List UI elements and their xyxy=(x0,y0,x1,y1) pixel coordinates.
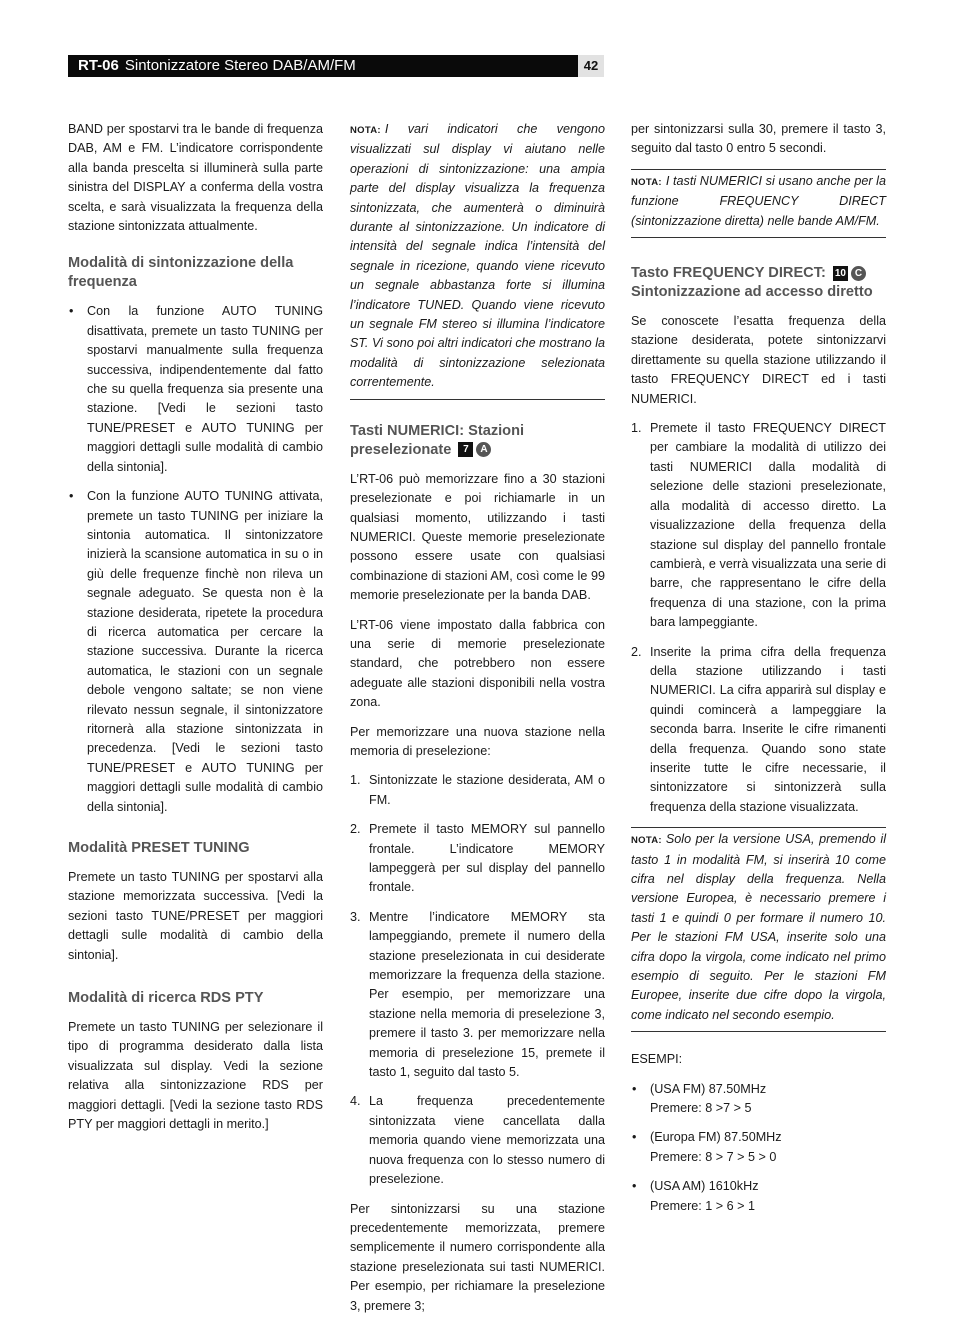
step-number: 4. xyxy=(350,1094,361,1109)
list-item xyxy=(68,487,323,817)
example-line-2: Premere: 1 > 6 > 1 xyxy=(650,1198,756,1213)
page-number: 42 xyxy=(578,55,604,77)
step-number: 2. xyxy=(350,822,361,837)
heading-rds-pty: Modalità di ricerca RDS PTY xyxy=(68,990,264,1007)
ref-box-icon: 7 xyxy=(458,442,473,457)
freq-paragraph-1: Se conoscete l’esatta frequenza della stazione desiderata, potete sintonizzarvi direttamente su quella stazione utilizzando il tasto FREQUENCY DIRECT ed i tasti NUMERICI. xyxy=(631,314,886,406)
list-item xyxy=(631,1080,886,1119)
tuning-bullet-list xyxy=(68,302,323,817)
intro-paragraph: BAND per spostarvi tra le bande di frequenza DAB, AM e FM. L’indicatore corrispondente alla banda prescelta si illuminerà sulla parte sinistra del DISPLAY a conferma della vostra scelta, e sarà visualizzata la frequenza della stazione sintonizzata attualmente. xyxy=(68,122,323,234)
note-text xyxy=(631,172,886,231)
numeric-paragraph-1: L’RT-06 può memorizzare fino a 30 stazioni preselezionate e poi richiamarle in un qualsiasi momento, utilizzando i tasti NUMERICI. Queste memorie preselezionate possono essere usate con qualsiasi combinazione di stazioni AM, così come le 99 memorie preselezionate per la banda DAB. xyxy=(350,471,605,603)
heading-tuning-mode: Modalità di sintonizzazione della frequenza xyxy=(68,255,294,291)
bullet-icon: • xyxy=(69,489,74,504)
continued-paragraph: per sintonizzarsi sulla 30, premere il tasto 3, seguito dal tasto 0 entro 5 secondi. xyxy=(631,122,886,156)
list-item xyxy=(631,643,886,818)
list-item xyxy=(350,771,605,810)
note-tag: NOTA: xyxy=(631,835,662,847)
heading-frequency-direct xyxy=(631,264,886,302)
list-item xyxy=(350,1092,605,1189)
step-text: Mentre l’indicatore MEMORY sta lampeggiando, premete il numero della stazione preselezionata in cui desiderate memorizzare la frequenza della stazione. Per esempio, per memorizzare una stazione nella memoria di preselezione 3, premere il tasto 3. per memorizzare nella memoria di preselezione 15, premete il tasto 1, seguito dal tasto 5. xyxy=(369,909,605,1080)
freq-steps-list xyxy=(631,419,886,817)
note-text xyxy=(631,830,886,1025)
memory-steps-list xyxy=(350,771,605,1189)
example-line-2: Premere: 8 >7 > 5 xyxy=(650,1101,752,1116)
example-line-1: (USA FM) 87.50MHz xyxy=(650,1081,767,1096)
list-item xyxy=(631,1177,886,1216)
step-number: 1. xyxy=(350,773,361,788)
note-box xyxy=(631,827,886,1032)
list-item xyxy=(631,419,886,632)
note-tag: NOTA: xyxy=(350,125,381,136)
bullet-text: Con la funzione AUTO TUNING disattivata, premete un tasto TUNING per spostarvi manualmente sulla frequenza successiva, indipendentemente dal fatto che su quella frequenza sia presente una stazione. [Vedi le sezioni tasto TUNE/PRESET e AUTO TUNING per maggiori dettagli sulle modalità di cambio della sintonia]. xyxy=(87,304,323,474)
preset-paragraph: Premete un tasto TUNING per spostarvi alla stazione memorizzata successiva. [Vedi la sezioni tasto TUNE/PRESET per maggiori dettagli sulle modalità di cambio della sintonia]. xyxy=(68,870,323,962)
note-body: I vari indicatori che vengono visualizzati sul display vi aiutano nelle operazioni di sintonizzazione: una ampia parte del display visualizza la frequenza sintonizzata, che aumenterà o diminuirà durante al sintonizzazione. Un indicatore di intensità del segnale indica l’intensità del segnale in ricezione, quando viene ricevuto un segnale abbastanza forte si illumina l’indicatore TUNED. Quando viene ricevuto un segnale FM stereo si illumina l’indicatore ST. Vi sono poi altri indicatori che mostrano la modalità di sintonizzazione selezionata correntemente. xyxy=(350,122,605,390)
examples-list xyxy=(631,1080,886,1216)
bullet-icon: • xyxy=(632,1130,637,1145)
heading-numeric-keys xyxy=(350,422,605,460)
heading-text: Tasti NUMERICI: Stazioni preselezionate xyxy=(350,422,525,458)
bullet-icon: • xyxy=(632,1081,637,1096)
example-line-1: (Europa FM) 87.50MHz xyxy=(650,1130,782,1145)
example-line-2: Premere: 8 > 7 > 5 > 0 xyxy=(650,1149,777,1164)
rds-paragraph: Premete un tasto TUNING per selezionare il tipo di programma desiderato dalla lista visualizzata sul display. Vedi la sezione relativa alla sintonizzazione RDS per maggiori dettagli. [Vedi la sezione tasto RDS PTY per maggiori dettagli in merito.] xyxy=(68,1020,323,1132)
list-item xyxy=(68,302,323,477)
ref-box-icon: 10 xyxy=(834,267,846,279)
ref-circle-icon: C xyxy=(851,266,866,281)
note-box xyxy=(631,169,886,238)
page-header xyxy=(68,55,578,77)
column-1 xyxy=(68,120,323,1144)
step-number: 1. xyxy=(631,421,642,436)
numeric-paragraph-3: Per memorizzare una nuova stazione nella memoria di preselezione: xyxy=(350,724,605,758)
note-box xyxy=(350,120,605,400)
step-text: La frequenza precedentemente sintonizzata viene cancellata dalla memoria quando viene memorizzata una nuova frequenza con lo stesso numero di preselezione. xyxy=(369,1094,605,1187)
model-name: RT-06 xyxy=(78,57,119,74)
bullet-text: Con la funzione AUTO TUNING attivata, premete un tasto TUNING per iniziare la sintonia automatica. Il sintonizzatore inizierà la scansione automatica in su o in giù delle frequenze finchè non rileva un segnale adeguato. Se questa non è la stazione desiderata, ripetete la procedura di ricerca automatica per cercare la stazione successiva. Durante la ricerca automatica, le stazioni con un segnale debole vengono saltate; se non viene rilevato nessun segnale, il sintonizzatore ritornerà alla stazione sintonizzata in precedenza. [Vedi le sezioni tasto TUNE/PRESET e AUTO TUNING per maggiori dettagli sulle modalità di cambio della sintonia]. xyxy=(87,489,323,814)
bullet-icon: • xyxy=(69,304,74,319)
column-2 xyxy=(350,120,605,1326)
step-text: Premete il tasto MEMORY sul pannello frontale. L’indicatore MEMORY lampeggerà per sul display del pannello frontale. xyxy=(369,822,605,895)
example-line-1: (USA AM) 1610kHz xyxy=(650,1179,759,1194)
note-body: Solo per la versione USA, premendo il tasto 1 in modalità FM, si inserirà 10 come cifra nel display della frequenza. Nella versione Europea, è necessario premere i tasti 1 e quindi 0 per formare il numero 10. Per le stazioni FM USA, inserite solo una cifra dopo la virgola, come indicato nel primo esempio di seguito. Per le stazioni FM Europee, inserite due cifre dopo la virgola, come indicato nel secondo esempio. xyxy=(631,832,886,1022)
list-item xyxy=(631,1128,886,1167)
step-text: Premete il tasto FREQUENCY DIRECT per cambiare la modalità di utilizzo dei tasti NUMERICI dalla modalità di selezione delle stazioni preselezionate, alla modalità di accesso diretto. La visualizzazione della frequenza della stazione sul display del pannello frontale cambierà, e verrà visualizzata una serie di barre, che rappresentano le cifre della frequenza di una stazione, con la prima bara lampeggiante. xyxy=(650,421,886,630)
step-text: Sintonizzate le stazione desiderata, AM o FM. xyxy=(369,773,605,807)
examples-label: ESEMPI: xyxy=(631,1052,683,1067)
numeric-paragraph-4: Per sintonizzarsi su una stazione precedentemente memorizzata, premere semplicemente il numero corrispondente alla stazione preselezionata sui tasti NUMERICI. Per esempio, per richiamare la preselezione 3, premere 3; xyxy=(350,1201,605,1313)
heading-subtext: Sintonizzazione ad accesso diretto xyxy=(631,284,873,301)
header-title: Sintonizzatore Stereo DAB/AM/FM xyxy=(124,57,356,74)
numeric-paragraph-2: L’RT-06 viene impostato dalla fabbrica con una serie di memorie preselezionate standard, che potrebbero non essere adeguate alle stazioni disponibili nella vostra zona. xyxy=(350,617,605,710)
column-3 xyxy=(631,120,886,1226)
heading-preset-tuning: Modalità PRESET TUNING xyxy=(68,840,250,856)
note-text xyxy=(350,120,605,393)
step-number: 3. xyxy=(350,909,361,924)
step-number: 2. xyxy=(631,644,642,659)
list-item xyxy=(350,908,605,1083)
ref-circle-icon: A xyxy=(476,442,491,457)
bullet-icon: • xyxy=(632,1179,637,1194)
heading-text: Tasto FREQUENCY DIRECT: xyxy=(631,265,826,282)
step-text: Inserite la prima cifra della frequenza della stazione utilizzando i tasti NUMERICI. La cifra apparirà sul display e quindi comincerà a lampeggiare la seconda barra. Inserite le cifre rimanenti della frequenza. Quando sono state inserite tutte le cifre necessarie, il sintonizzatore si sintonizzerà sulla frequenza della stazione visualizzata. xyxy=(650,644,886,814)
note-tag: NOTA: xyxy=(631,176,662,188)
list-item xyxy=(350,820,605,898)
note-body: I tasti NUMERICI si usano anche per la funzione FREQUENCY DIRECT (sintonizzazione diretta) nelle bande AM/FM. xyxy=(631,173,886,228)
